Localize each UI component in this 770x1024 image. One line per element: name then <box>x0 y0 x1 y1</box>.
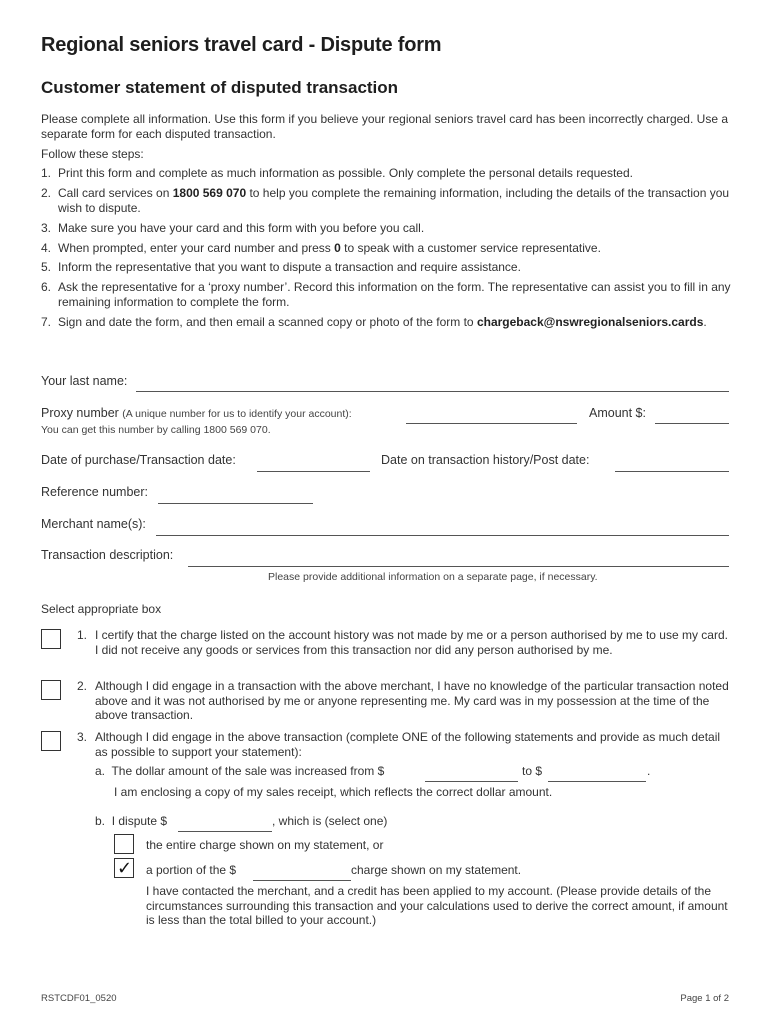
merchant-label: Merchant name(s): <box>41 517 146 531</box>
select-box-label: Select appropriate box <box>41 602 162 616</box>
contacted-merchant-text: I have contacted the merchant, and a credit has been applied to my account. (Please provide details of the circumstances surrounding this transaction and your calculations used to derive the correct amount, if amount is less than the total billed to your account.) <box>146 884 728 927</box>
sub-a-to-field[interactable] <box>548 781 646 782</box>
purchase-date-label: Date of purchase/Transaction date: <box>41 453 236 467</box>
post-date-field[interactable] <box>615 471 729 472</box>
additional-info-note: Please provide additional information on a separate page, if necessary. <box>268 571 598 583</box>
form-code: RSTCDF01_0520 <box>41 993 117 1004</box>
sub-a-from-field[interactable] <box>425 781 518 782</box>
sub-a-text: a. The dollar amount of the sale was increased from $ <box>95 764 385 778</box>
follow-steps-label: Follow these steps: <box>41 147 144 161</box>
step-6: 6. Ask the representative for a ‘proxy number’. Record this information on the form. The representative can assist you to fill in any remaining information to complete the form. <box>41 280 731 309</box>
entire-charge-label: the entire charge shown on my statement, or <box>146 838 384 852</box>
merchant-field[interactable] <box>156 535 729 536</box>
portion-charge-checkbox[interactable] <box>114 858 134 878</box>
sub-b-amount-field[interactable] <box>178 831 272 832</box>
reference-label: Reference number: <box>41 485 149 499</box>
purchase-date-field[interactable] <box>257 471 370 472</box>
portion-charge-label-pre: a portion of the $ <box>146 863 237 877</box>
option-3-checkbox[interactable] <box>41 731 61 751</box>
option-2: 2. Although I did engage in a transaction with the above merchant, I have no knowledge of the particular transaction noted above and it was not authorised by me or anyone representing me. My card was in my possession at the time of the above transaction. <box>77 679 729 722</box>
sub-a-receipt: I am enclosing a copy of my sales receipt, which reflects the correct dollar amount. <box>114 785 553 799</box>
portion-amount-field[interactable] <box>253 880 351 881</box>
sub-a-to-label: to $ <box>522 764 543 778</box>
reference-field[interactable] <box>158 503 313 504</box>
entire-charge-checkbox[interactable] <box>114 834 134 854</box>
sub-b-text: b. I dispute $ <box>95 814 168 828</box>
portion-charge-label-post: charge shown on my statement. <box>351 863 522 877</box>
option-1: 1. I certify that the charge listed on the account history was not made by me or a person authorised by me to use my card. I did not receive any goods or services from this transaction nor did any person authorised by me. <box>77 628 728 657</box>
page-title: Regional seniors travel card - Dispute form <box>41 34 442 56</box>
last-name-label: Your last name: <box>41 374 128 388</box>
check-mark-icon: ✓ <box>117 858 133 878</box>
step-3: 3. Make sure you have your card and this form with you before you call. <box>41 221 425 235</box>
option-3: 3. Although I did engage in the above transaction (complete ONE of the following statements and provide as much detail as possible to support your statement): <box>77 730 721 759</box>
step-5: 5. Inform the representative that you want to dispute a transaction and require assistance. <box>41 260 521 274</box>
step-7: 7. Sign and date the form, and then email a scanned copy or photo of the form to chargeback@nswregionalseniors.cards. <box>41 315 707 329</box>
sub-a-end: . <box>647 764 651 778</box>
proxy-number-field[interactable] <box>406 423 577 424</box>
option-1-checkbox[interactable] <box>41 629 61 649</box>
page-number: Page 1 of 2 <box>680 993 729 1004</box>
proxy-label: Proxy number (A unique number for us to identify your account): <box>41 406 352 420</box>
option-2-checkbox[interactable] <box>41 680 61 700</box>
amount-field[interactable] <box>655 423 729 424</box>
step-2: 2. Call card services on 1800 569 070 to help you complete the remaining information, including the details of the transaction you wish to dispute. <box>41 186 730 215</box>
proxy-note: You can get this number by calling 1800 569 070. <box>41 424 271 436</box>
intro-text: Please complete all information. Use this form if you believe your regional seniors travel card has been incorrectly charged. Use a separate form for each disputed transaction. <box>41 112 728 141</box>
step-1: 1. Print this form and complete as much information as possible. Only complete the personal details requested. <box>41 166 633 180</box>
description-field[interactable] <box>188 566 729 567</box>
proxy-hint: (A unique number for us to identify your account): <box>122 408 352 420</box>
sub-b-which: , which is (select one) <box>272 814 388 828</box>
post-date-label: Date on transaction history/Post date: <box>381 453 590 467</box>
amount-label: Amount $: <box>589 406 646 420</box>
description-label: Transaction description: <box>41 548 174 562</box>
last-name-field[interactable] <box>136 391 729 392</box>
section-title: Customer statement of disputed transaction <box>41 78 399 97</box>
step-4: 4. When prompted, enter your card number and press 0 to speak with a customer service representative. <box>41 241 601 255</box>
